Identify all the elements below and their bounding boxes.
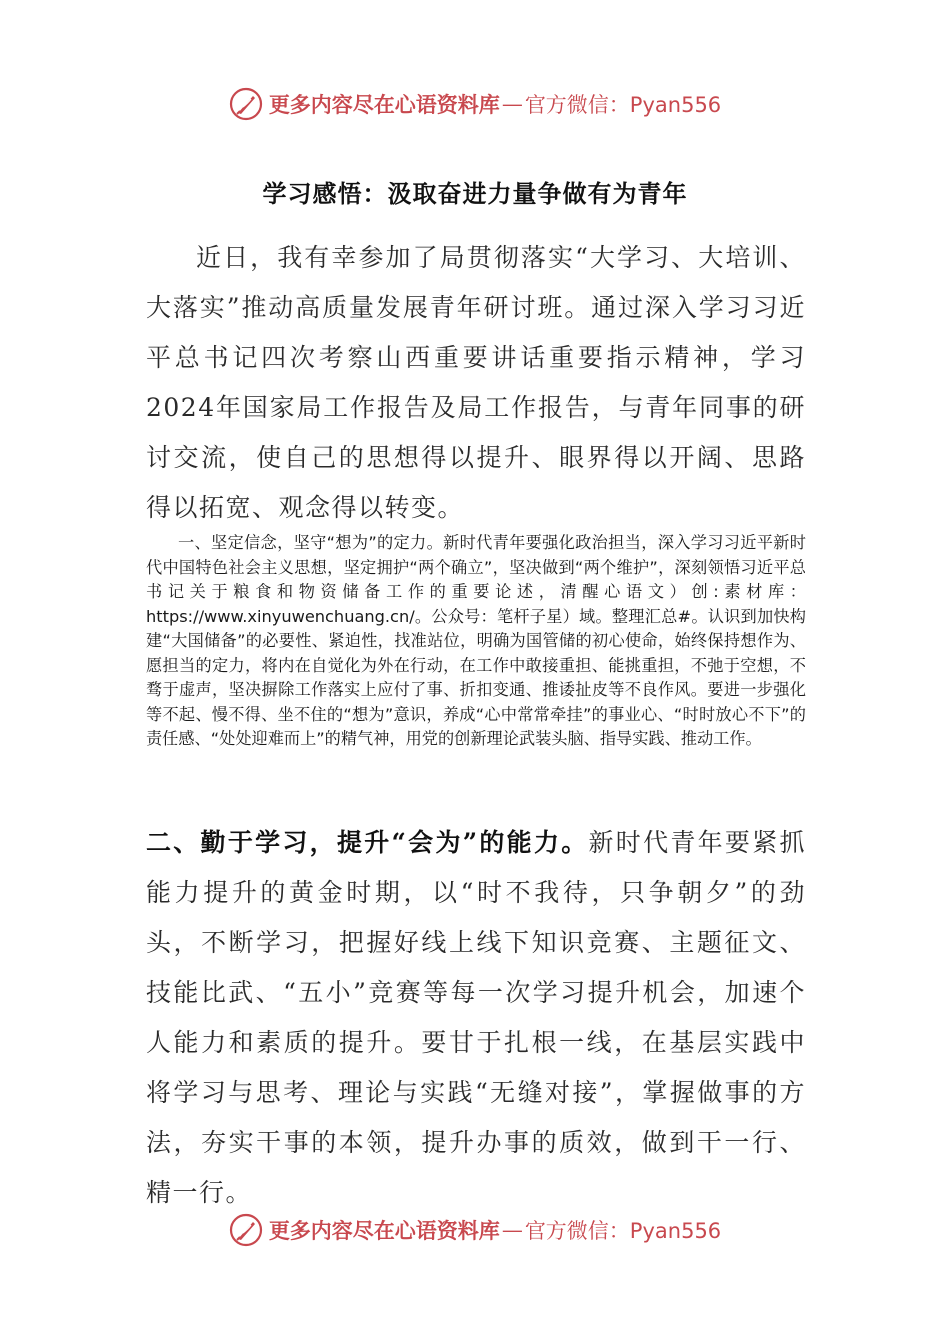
section-2-heading: 二、勤于学习，提升“会为”的能力。 bbox=[146, 828, 589, 857]
banner-wechat: 官方微信：Pyan556 bbox=[524, 1219, 722, 1243]
header-watermark-banner bbox=[0, 82, 950, 126]
footer-watermark-banner bbox=[0, 1208, 950, 1252]
banner-wechat: 官方微信：Pyan556 bbox=[524, 93, 722, 117]
section-1-paragraph: 一、坚定信念，坚守“想为”的定力。新时代青年要强化政治担当，深入学习习近平新时代中国特色社会主义思想，坚定拥护“两个确立”，坚决做到“两个维护”，深刻领悟习近平总书记关于粮食和物资储备工作的重要论述，清醒心语文）创:素材库：https://www.xinyuwenchuang.cn/。公众号：笔杆子星）域。整理汇总#。认识到加快构建“大国储备”的必要性、紧迫性，找准站位，明确为国管储的初心使命，始终保持想作为、愿担当的定力，将内在自觉化为外在行动，在工作中敢接重担、能挑重担，不弛于空想，不骛于虚声，坚决摒除工作落实上应付了事、折扣变通、推诿扯皮等不良作风。要进一步强化等不起、慢不得、坐不住的“想为”意识，养成“心中常常牵挂”的事业心、“时时放心不下”的责任感、“处处迎难而上”的精气神，用党的创新理论武装头脑、指导实践、推动工作。 bbox=[146, 533, 806, 748]
banner-prefix: 更多内容尽在心语资料库 bbox=[268, 92, 500, 117]
quill-logo-icon bbox=[229, 87, 263, 121]
section-2-paragraph bbox=[146, 818, 806, 1218]
banner-prefix: 更多内容尽在心语资料库 bbox=[268, 1218, 500, 1243]
quill-logo-icon bbox=[229, 1213, 263, 1247]
section-2-body: 新时代青年要紧抓能力提升的黄金时期，以“时不我待，只争朝夕”的劲头，不断学习，把握好线上线下知识竞赛、主题征文、技能比武、“五小”竞赛等每一次学习提升机会，加速个人能力和素质的提升。要甘于扎根一线，在基层实践中将学习与思考、理论与实践“无缝对接”，掌握做事的方法，夯实干事的本领，提升办事的质效，做到干一行、精一行。 bbox=[146, 828, 806, 1207]
intro-paragraph: 近日，我有幸参加了局贯彻落实“大学习、大培训、大落实”推动高质量发展青年研讨班。通过深入学习习近平总书记四次考察山西重要讲话重要指示精神，学习2024年国家局工作报告及局工作报告，与青年同事的研讨交流，使自己的思想得以提升、眼界得以开阔、思路得以拓宽、观念得以转变。 bbox=[146, 243, 806, 522]
banner-separator: — bbox=[501, 92, 523, 116]
banner-separator: — bbox=[501, 1218, 523, 1242]
article-title: 学习感悟：汲取奋进力量争做有为青年 bbox=[262, 180, 688, 208]
